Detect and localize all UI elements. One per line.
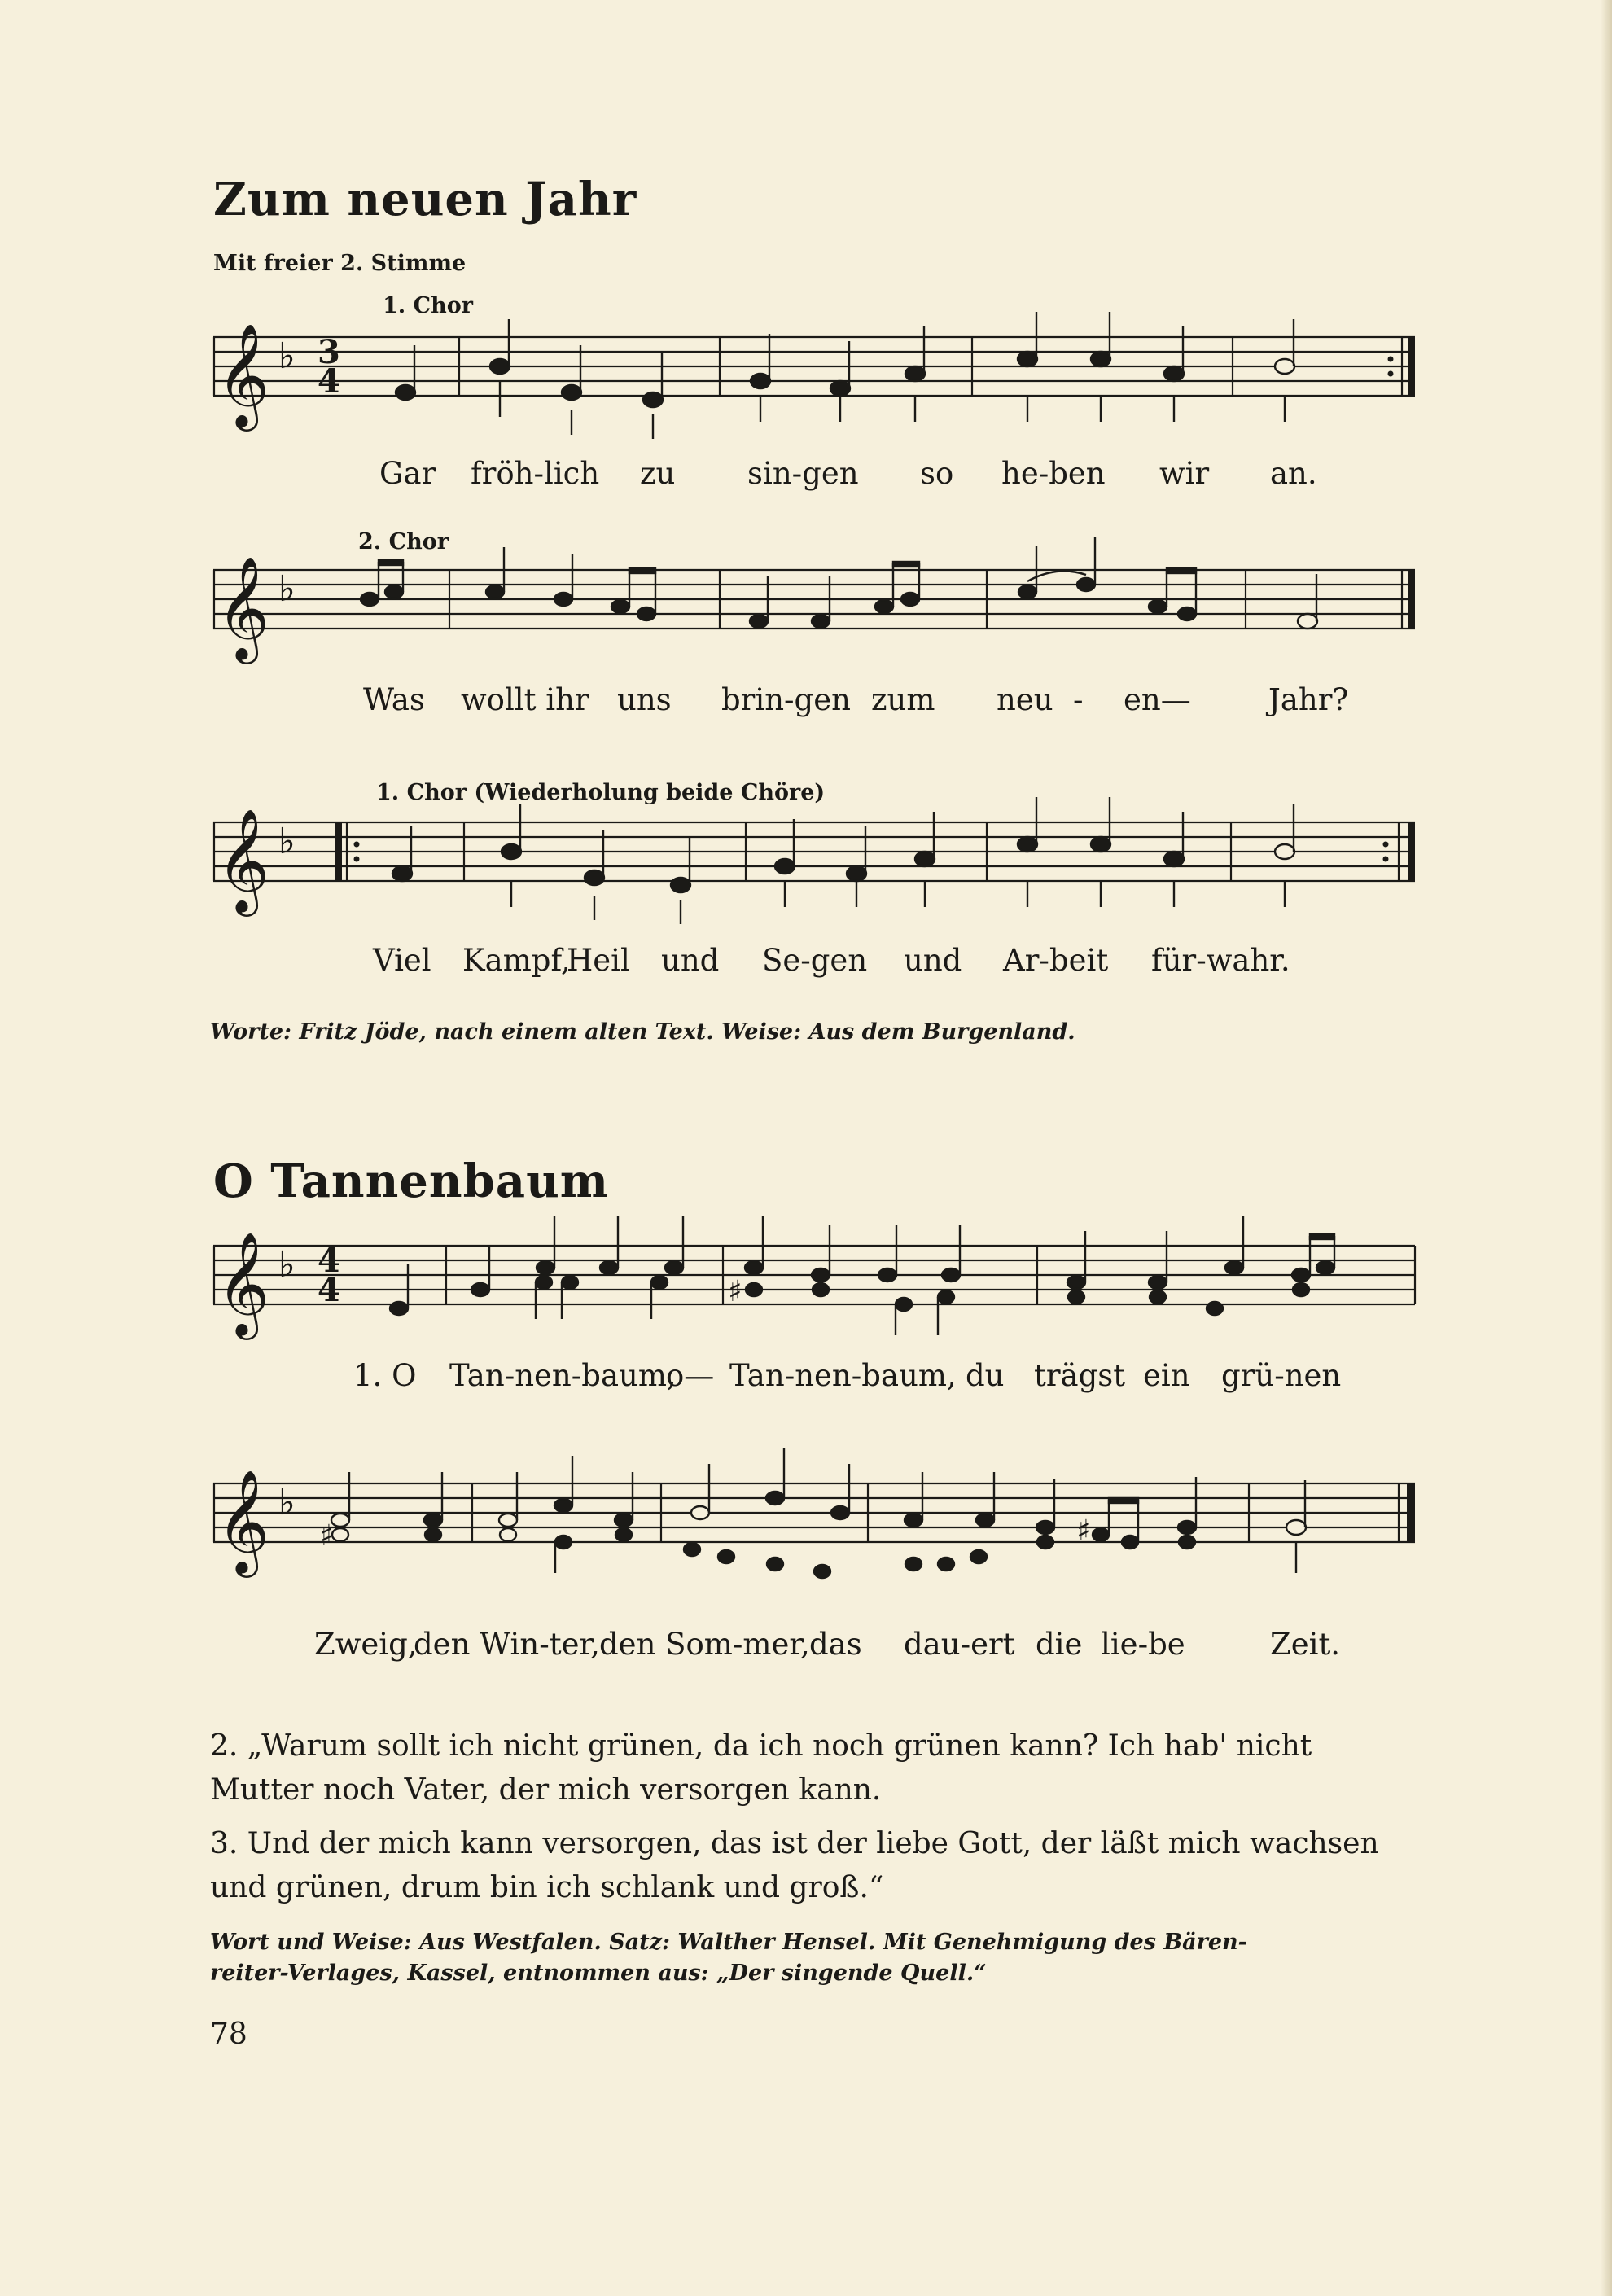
svg-text:𝄞: 𝄞 [217,322,270,427]
voice-label-1-chor-repeat: 1. Chor (Wiederholung beide Chöre) [376,780,826,805]
music-staff [213,555,1417,659]
staff-system-3 [213,808,1417,936]
lyric-syllable: ein [1143,1358,1190,1393]
svg-text:𝄞: 𝄞 [217,1231,270,1335]
lyric-syllable: Ar-beit [1003,943,1109,978]
lyric-syllable: den Som-mer, [599,1627,810,1662]
song-title-zum-neuen-jahr: Zum neuen Jahr [213,173,637,226]
lyric-syllable: so [920,456,954,491]
lyric-syllable: grü-nen [1221,1358,1342,1393]
svg-text:♯: ♯ [728,1275,742,1308]
song-subtitle: Mit freier 2. Stimme [213,251,467,276]
music-staff [213,322,1417,427]
voice-label-2-chor: 2. Chor [358,529,449,554]
svg-text:♭: ♭ [278,335,296,377]
lyric-syllable: und [904,943,962,978]
lyric-syllable: uns [617,682,672,717]
music-staff [213,1231,1417,1335]
lyric-syllable: Gar [379,456,436,491]
lyric-syllable: du [966,1358,1005,1393]
music-staff [213,808,1417,912]
svg-text:♭: ♭ [278,1482,296,1523]
lyric-syllable: Tan-nen-baum, [729,1358,957,1393]
svg-text:4: 4 [318,1271,340,1309]
staff-system-5 [213,1469,1417,1606]
svg-text:𝄞: 𝄞 [217,1469,270,1573]
lyric-syllable: zu [640,456,676,491]
lyric-syllable: neu [997,682,1053,717]
svg-text:𝄞: 𝄞 [217,555,270,659]
lyric-syllable: Viel [373,943,431,978]
lyric-syllable: 1. O [353,1358,417,1393]
lyric-syllable: - [1073,682,1084,717]
svg-text:♭: ♭ [278,1244,296,1286]
lyric-syllable: sin-gen [747,456,859,491]
voice-label-1-chor: 1. Chor [383,293,473,318]
staff-system-1 [213,322,1417,451]
lyric-syllable: Kampf, [462,943,571,978]
lyric-syllable: he-ben [1001,456,1106,491]
svg-text:4: 4 [318,362,340,401]
lyric-syllable: den Win-ter, [414,1627,600,1662]
lyric-syllable: wir [1159,456,1210,491]
lyric-syllable: an. [1270,456,1317,491]
lyric-syllable: brin-gen [721,682,851,717]
page-edge [1601,0,1612,2296]
lyric-syllable: Heil [567,943,630,978]
verse-2: 2. „Warum sollt ich nicht grünen, da ich noch grünen kann? Ich hab' nicht Mutter noch Vater, der mich versorgen kann. [210,1729,1312,1807]
svg-text:4: 4 [318,1242,340,1280]
lyric-syllable: Tan-nen-baum, [449,1358,677,1393]
lyric-syllable: zum [871,682,935,717]
svg-text:𝄞: 𝄞 [217,808,270,912]
svg-text:3: 3 [318,333,340,371]
lyric-syllable: die [1036,1627,1083,1662]
lyric-syllable: das [809,1627,862,1662]
lyric-syllable: fröh-lich [471,456,600,491]
music-staff [213,1469,1417,1573]
lyric-syllable: wollt ihr [461,682,589,717]
lyric-syllable: für-wahr. [1151,943,1290,978]
lyric-syllable: dau-ert [904,1627,1015,1662]
lyric-syllable: und [661,943,720,978]
staff-system-2 [213,555,1417,684]
verse-3: 3. Und der mich kann versorgen, das ist der liebe Gott, der läßt mich wachsen und grünen, drum bin ich schlank und groß.“ [210,1827,1379,1904]
song-title-o-tannenbaum: O Tannenbaum [213,1155,610,1208]
svg-text:♯: ♯ [319,1519,334,1553]
lyric-syllable: Jahr? [1268,682,1349,717]
lyric-syllable: Was [363,682,425,717]
song-credit-line-2: reiter-Verlages, Kassel, entnommen aus: „Der singende Quell.“ [210,1961,987,1986]
svg-text:♯: ♯ [1076,1514,1091,1548]
song-credit-line-1: Wort und Weise: Aus Westfalen. Satz: Walther Hensel. Mit Genehmigung des Bären- [210,1930,1247,1955]
svg-text:♭: ♭ [278,821,296,862]
lyric-syllable: en— [1124,682,1191,717]
staff-system-4 [213,1231,1417,1360]
lyric-syllable: Se-gen [762,943,868,978]
page-number: 78 [210,2018,247,2051]
lyric-syllable: Zweig, [314,1627,418,1662]
svg-text:♭: ♭ [278,568,296,610]
song-credit: Worte: Fritz Jöde, nach einem alten Text. Weise: Aus dem Burgenland. [210,1019,1075,1045]
lyric-syllable: Zeit. [1270,1627,1341,1662]
lyric-syllable: trägst [1034,1358,1126,1393]
lyric-syllable: lie-be [1101,1627,1185,1662]
lyric-syllable: o— [666,1358,715,1393]
